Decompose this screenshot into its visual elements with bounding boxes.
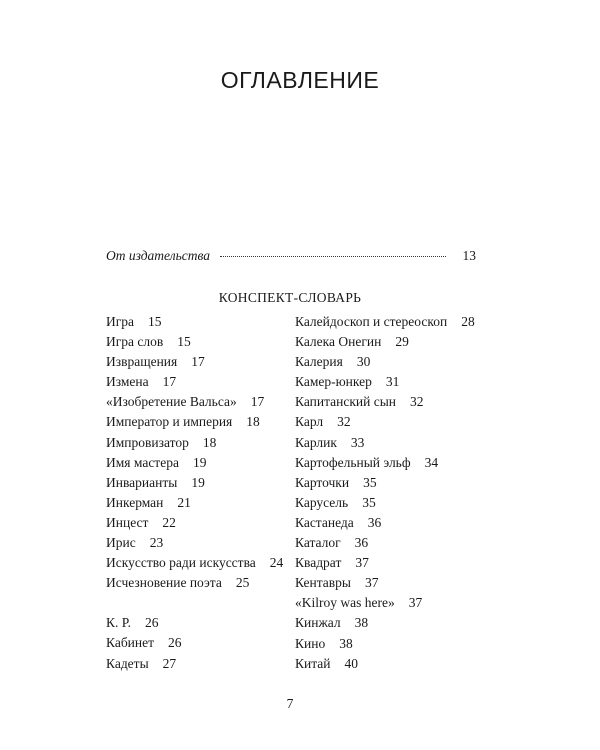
toc-entry [295,553,475,573]
toc-entry-title: Кадеты [106,655,149,671]
toc-entry [295,372,475,392]
toc-entry [106,493,283,513]
toc-entry-page: 38 [354,615,369,631]
toc-entry [106,312,283,332]
toc-entry [106,412,283,432]
toc-entry-title: Кинжал [295,615,341,631]
toc-entry [295,513,475,533]
toc-entry-title: Игра [106,314,135,329]
toc-entry-page: 36 [354,535,369,551]
toc-entry-page: 21 [177,494,191,510]
toc-entry-title: Картофельный эльф [295,454,411,470]
toc-entry-title: Импровизатор [106,434,189,450]
toc-entry-title: Искусство ради искусства [106,555,256,571]
page-title: ОГЛАВЛЕНИЕ [220,67,380,93]
toc-entry [106,473,283,493]
toc-entry-page: 18 [202,434,217,450]
toc-entry-page: 29 [395,334,409,350]
toc-entry-title: Инкерман [106,494,164,510]
toc-entry [106,513,283,533]
toc-entry-title: Каталог [295,535,341,551]
toc-entry-title: Кастанеда [295,514,354,530]
toc-entry-page: 28 [461,314,475,329]
toc-left-column [106,312,283,674]
toc-entry [295,312,475,332]
toc-entry-page: 26 [144,615,159,631]
dot-leader [220,256,446,257]
section-heading: КОНСПЕКТ-СЛОВАРЬ [218,290,362,305]
toc-entry-title: Карусель [295,494,349,510]
toc-entry [106,352,283,372]
toc-entry-page: 19 [192,454,207,470]
toc-entry-page: 25 [235,575,250,591]
toc-entry-title: Калека Онегин [295,334,382,350]
toc-entry-title: «Kilroy was here» [295,595,395,611]
toc-entry-page: 37 [408,595,423,611]
toc-entry [295,634,475,654]
toc-entry-page: 35 [363,474,377,490]
toc-entry-title: Инварианты [106,474,178,490]
toc-entry [295,573,475,593]
toc-entry [295,654,475,674]
toc-entry-title: Ирис [106,535,136,551]
intro-label: От издательства [106,248,210,263]
toc-entry [295,332,475,352]
toc-entry-page: 33 [350,434,365,450]
toc-entry [295,453,475,473]
toc-entry-title: Измена [106,374,149,390]
toc-entry-page: 32 [337,414,351,430]
toc-entry-title: Извращения [106,354,178,370]
toc-entry-title: Квадрат [295,555,342,571]
toc-entry-page: 40 [344,655,359,671]
toc-entry-title: Карлик [295,434,337,450]
toc-entry-title: «Изобретение Вальса» [106,394,237,410]
toc-entry [295,412,475,432]
toc-entry-page: 32 [410,394,424,410]
toc-entry [106,453,283,473]
toc-entry-page: 24 [269,555,284,571]
toc-entry-page: 36 [367,514,382,530]
toc-entry-title: Император и империя [106,414,233,430]
toc-entry [295,392,475,412]
toc-entry [106,392,283,412]
toc-entry [106,553,283,573]
toc-entry-page: 30 [356,354,371,370]
toc-entry [106,533,283,553]
toc-entry-page: 31 [385,374,400,390]
toc-entry-page: 38 [339,635,353,651]
toc-entry-title: Капитанский сын [295,394,397,410]
toc-entry-title: Калерия [295,354,343,370]
toc-entry-title: Игра слов [106,334,164,350]
toc-right-column [295,312,475,674]
toc-entry-page: 27 [162,655,177,671]
toc-entry-title: К. Р. [106,615,131,631]
toc-entry-title: Камер-юнкер [295,374,372,390]
toc-entry-page: 17 [191,354,205,370]
page-number: 7 [286,696,294,711]
toc-entry-page: 22 [162,514,176,530]
toc-entry [106,573,283,593]
toc-entry-page: 19 [191,474,205,490]
toc-entry-title: Исчезновение поэта [106,575,222,591]
intro-page-number: 13 [462,248,476,263]
toc-entry [295,433,475,453]
toc-entry [106,633,283,653]
toc-entry [106,372,283,392]
toc-entry-title: Кабинет [106,635,155,651]
toc-entry-title: Калейдоскоп и стереоскоп [295,314,448,329]
toc-entry-page: 34 [424,454,439,470]
toc-entry [106,654,283,674]
toc-entry-page: 23 [149,535,164,551]
toc-entry-page: 18 [246,414,260,430]
toc-entry [295,533,475,553]
toc-entry [295,593,475,613]
toc-entry-page: 17 [250,394,265,410]
toc-entry [295,493,475,513]
toc-entry [295,473,475,493]
toc-entry-page: 35 [362,494,376,510]
toc-entry [106,433,283,453]
intro-entry [106,248,476,264]
toc-entry-title: Карточки [295,474,350,490]
toc-entry-title: Кентавры [295,575,351,591]
toc-entry-page: 26 [168,635,182,651]
toc-entry-page: 15 [177,334,191,350]
toc-entry-page: 37 [355,555,369,571]
toc-entry-title: Китай [295,655,331,671]
toc-entry [295,352,475,372]
toc-entry-page: 17 [162,374,177,390]
toc-entry-page: 37 [364,575,379,591]
toc-entry-page: 15 [148,314,162,329]
toc-entry-title: Кино [295,635,326,651]
toc-entry [295,613,475,633]
toc-entry [106,332,283,352]
toc-entry-title: Карл [295,414,324,430]
toc-entry-title: Инцест [106,514,149,530]
toc-entry [106,613,283,633]
toc-entry-title: Имя мастера [106,454,179,470]
